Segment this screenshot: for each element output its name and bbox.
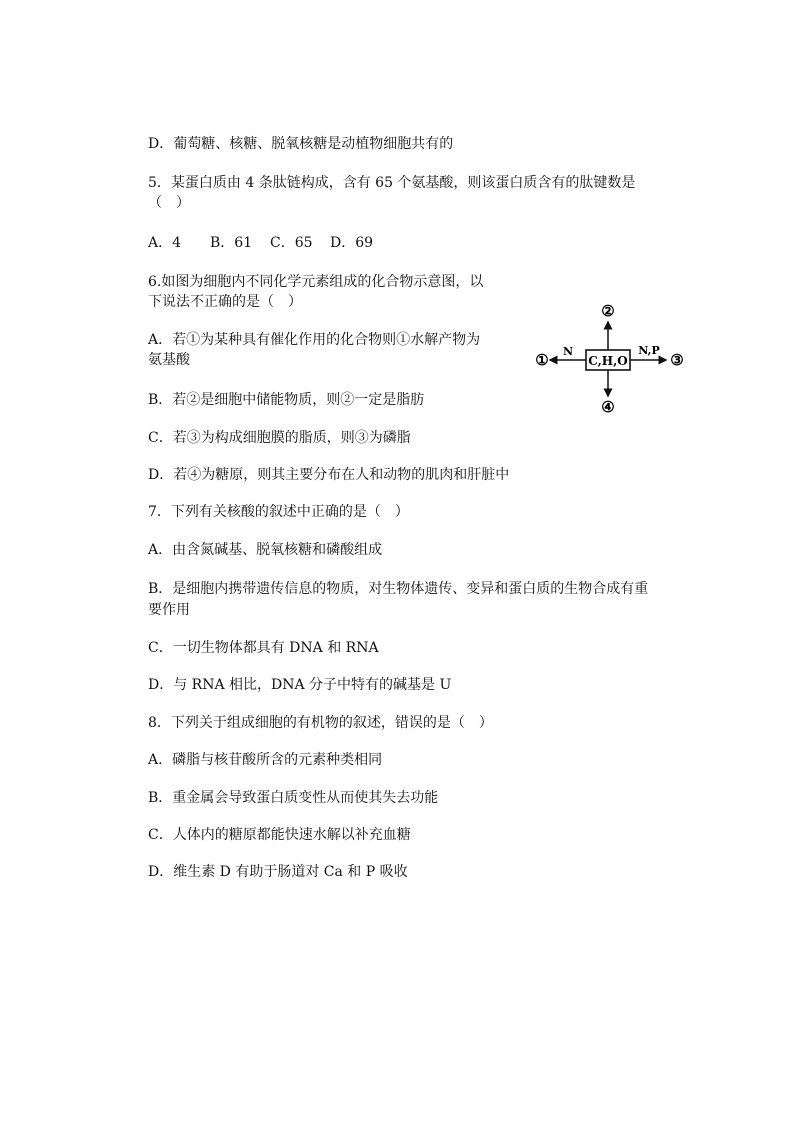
question-6-stem-cont: 下说法不正确的是（ ） <box>148 294 302 310</box>
question-7-option-a: A．由含氮碱基、脱氧核糖和磷酸组成 <box>148 542 383 558</box>
node-top: ② <box>601 302 615 320</box>
right-arrow-label: N,P <box>638 344 660 357</box>
question-7-option-c: C．一切生物体都具有 DNA 和 RNA <box>148 640 379 656</box>
node-bottom: ④ <box>601 398 615 416</box>
compound-element-diagram <box>532 298 692 418</box>
node-right: ③ <box>670 351 684 369</box>
question-7-stem: 7．下列有关核酸的叙述中正确的是（ ） <box>148 504 409 520</box>
left-arrow-label: N <box>562 345 574 358</box>
question-7-option-b-cont: 要作用 <box>148 602 190 618</box>
center-label: C,H,O <box>588 354 628 368</box>
question-4-option-d: D．葡萄糖、核糖、脱氧核糖是动植物细胞共有的 <box>148 136 454 152</box>
q5-option-a: A．4 <box>148 235 182 251</box>
q5-option-d: D．69 <box>330 235 374 251</box>
question-6-option-c: C．若③为构成细胞膜的脂质，则③为磷脂 <box>148 430 411 446</box>
question-5-stem: 5．某蛋白质由 4 条肽链构成，含有 65 个氨基酸，则该蛋白质含有的肽键数是 <box>148 175 636 191</box>
q5-option-c: C．65 <box>270 235 313 251</box>
question-5-stem-cont: （ ） <box>148 195 190 211</box>
question-8-option-c: C．人体内的糖原都能快速水解以补充血糖 <box>148 827 411 843</box>
question-5-options <box>148 234 373 252</box>
question-8-option-b: B．重金属会导致蛋白质变性从而使其失去功能 <box>148 790 439 806</box>
question-7-option-b: B．是细胞内携带遗传信息的物质，对生物体遗传、变异和蛋白质的生物合成有重 <box>148 581 649 597</box>
question-7-option-d: D．与 RNA 相比，DNA 分子中特有的碱基是 U <box>148 677 452 693</box>
q5-option-b: B．61 <box>210 235 253 251</box>
question-8-option-a: A．磷脂与核苷酸所含的元素种类相同 <box>148 752 383 768</box>
question-6-stem: 6.如图为细胞内不同化学元素组成的化合物示意图，以 <box>148 274 484 290</box>
question-8-option-d: D．维生素 D 有助于肠道对 Ca 和 P 吸收 <box>148 864 408 880</box>
question-6-option-d: D．若④为糖原，则其主要分布在人和动物的肌肉和肝脏中 <box>148 467 510 483</box>
question-6-option-a: A．若①为某种具有催化作用的化合物则①水解产物为 <box>148 332 481 348</box>
question-6-option-a-cont: 氨基酸 <box>148 352 190 368</box>
question-8-stem: 8．下列关于组成细胞的有机物的叙述，错误的是（ ） <box>148 715 493 731</box>
question-6-option-b: B．若②是细胞中储能物质，则②一定是脂肪 <box>148 392 425 408</box>
node-left: ① <box>535 351 549 369</box>
